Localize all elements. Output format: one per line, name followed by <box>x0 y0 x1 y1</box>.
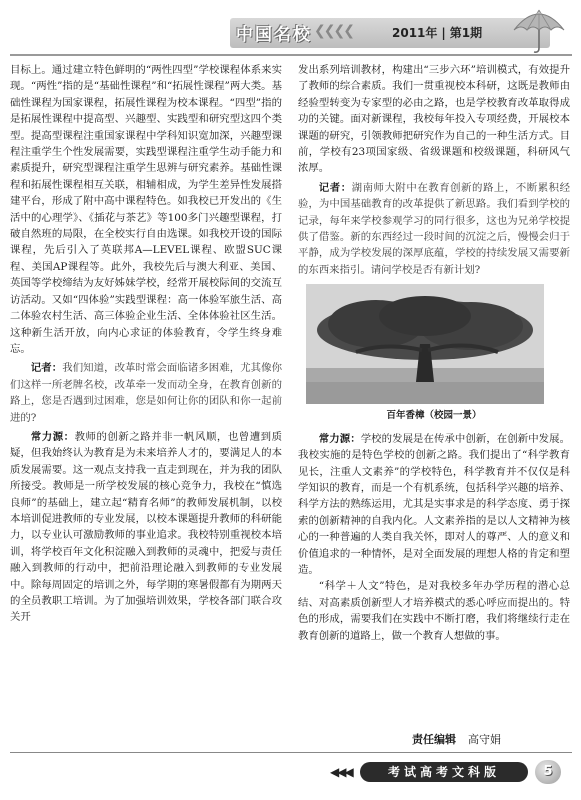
reporter-question-text: 湖南师大附中在教育创新的路上，不断累积经验，为中国基础教育的改革提供了新思路。我们看到学校的记录，每年来学校参观学习的同行很多，这也为兄弟学校提供了借鉴。新的东西经过一段时间的沉淀之后，慢慢会归于平静，成为学校发展的深厚底蕴，学校的持续发展又需要新的东西来指引。请问学校是否有新计划? <box>298 181 571 276</box>
right-column <box>298 62 570 644</box>
interviewee-label: 常力源： <box>30 430 75 443</box>
issue-number: 第1期 <box>449 26 483 40</box>
reporter-label: 记者： <box>30 362 63 375</box>
footer-arrows-icon: ◀◀◀ <box>330 765 352 779</box>
reporter-question-text: 我们知道，改革时常会面临诸多困难，尤其像你们这样一所老牌名校，改革牵一发而动全身，在教育创新的路上，您是否遇到过困难，您是如何让你的团队和你一起前进的? <box>10 362 283 424</box>
left-column <box>10 62 282 626</box>
page-footer <box>330 760 570 786</box>
editor-name: 高守娟 <box>468 733 501 746</box>
page-header <box>0 0 581 58</box>
responsible-editor <box>412 731 501 747</box>
campus-tree-photo <box>306 284 544 404</box>
reporter-question <box>298 180 570 278</box>
editor-role: 责任编辑 <box>412 733 456 746</box>
magazine-title: 中国名校 <box>236 25 312 45</box>
article-paragraph: 目标上。通过建立特色鲜明的“两性四型”学校课程体系来实现。“两性”指的是“基础性课程”和“拓展性课程”两大类。基础性课程为国家课程，拓展性课程为校本课程。“四型”指的是拓展性课程中提高型、兴趣型、实践型和研究型这四个类型。提高型课程注重国家课程中学科知识宽加深，兴趣型课程注重学生个性发展需要，实践型课程注重学生动手能力和素质提升，研究型课程注重学生思辨与研究素养。基础性课程和拓展性课程相互关联，相辅相成，为学生差异性发展搭建平台，形成了附中高中课程特色。如我校已开发出的《生活中的心理学》、《插花与茶艺》等100多门兴趣型课程，打破自然班的局限，在全校实行自由选课。如我校开设的国际课程，先后引入了英联邦A—LEVEL课程、欧盟SUC课程、美国AP课程等。此外，我校先后与澳大利亚、美国、英国等学校缔结为友好姊妹学校，经常开展校际间的交流互访活动。又如“四体验”实践型课程：高一体验军旅生活、高二体验农村生活、高三体验企业生活、全体体验社区生活。这种新生活开放，向内心求证的体验教育，令学生终身难忘。 <box>10 64 282 355</box>
interviewee-answer <box>298 431 570 579</box>
photo-caption: 百年香樟（校园一景） <box>386 410 482 422</box>
issue-info <box>392 24 482 41</box>
interviewee-answer-text: 教师的创新之路并非一帆风顺，也曾遭到质疑，但我始终认为教育是为未来培养人才的，要满足人的本质发展需要。这一观点支持我一直走到现在，并为我的团队所接受。教师是一所学校发展的核心竞争力，我校在“慎选良师”的基础上，建立起“精育名师”的教师发展机制，以校本培训促进教师的专业发展，以校本课题提升教师的科研能力，以专业认可激励教师的事业追求。我校特别重视校本培训，将学校百年文化积淀融入到教师的灵魂中，把爱与责任融入到教师的行动中，把前沿理论融入到教师的专业发展中。除每周固定的培训之外，每学期的寒暑假都有为期两天的全员教职工培训。为了加强培训效果，学校各部门联合攻关开 <box>10 430 283 624</box>
article-paragraph: 发出系列培训教材，构建出“三步六环”培训模式，有效提升了教师的综合素质。我们一贯重视校本科研，这既是教师由经验型转变为专家型的必由之路，也是学校教育改革取得成功的关键。面对新课程，我校每年投入专项经费，开展校本课题的研究，引领教师把研究作为自己的一种生活方式。目前，学校有23项国家级、省级课题和校级课题，科研风气浓厚。 <box>298 64 570 175</box>
reporter-label: 记者： <box>318 181 352 194</box>
issue-separator: | <box>441 26 446 40</box>
footer-rule <box>10 752 572 753</box>
footer-magazine-name: 考试高考文科版 <box>360 762 528 782</box>
interviewee-answer <box>10 429 282 626</box>
page-number: 5 <box>535 760 561 784</box>
header-chevrons-icon: ❮❮❮❮ <box>314 23 353 39</box>
reporter-question <box>10 360 282 426</box>
header-rule <box>10 54 572 56</box>
interviewee-label: 常力源： <box>318 432 361 445</box>
article-paragraph: “科学＋人文”特色，是对我校多年办学历程的潜心总结、对高素质创新型人才培养模式的悉心呼应而提出的。特色的形成，需要我们在实践中不断打磨，我们将继续行走在教育创新的道路上，做一个教育人想做的事。 <box>298 580 570 642</box>
interviewee-answer-text: 学校的发展是在传承中创新，在创新中发展。我校实施的是特色学校的创新之路。我们提出了“科学教育见长，注重人文素养”的学校特色，科学教育并不仅仅是科学知识的教育，而是一个有机系统，包括科学兴趣的培养、科学方法的熟练运用，尤其是实事求是的科学态度、勇于探索的创新精神的自我内化。人文素养指的是以人文精神为核心的一种普遍的人类自我关怀，即对人的尊严、人的意义和价值追求的一种情怀，是对全面发展的理想人格的肯定和塑造。 <box>298 432 571 576</box>
camphor-tree-image <box>306 284 544 404</box>
umbrella-icon <box>510 4 568 56</box>
issue-year: 2011年 <box>392 26 438 40</box>
